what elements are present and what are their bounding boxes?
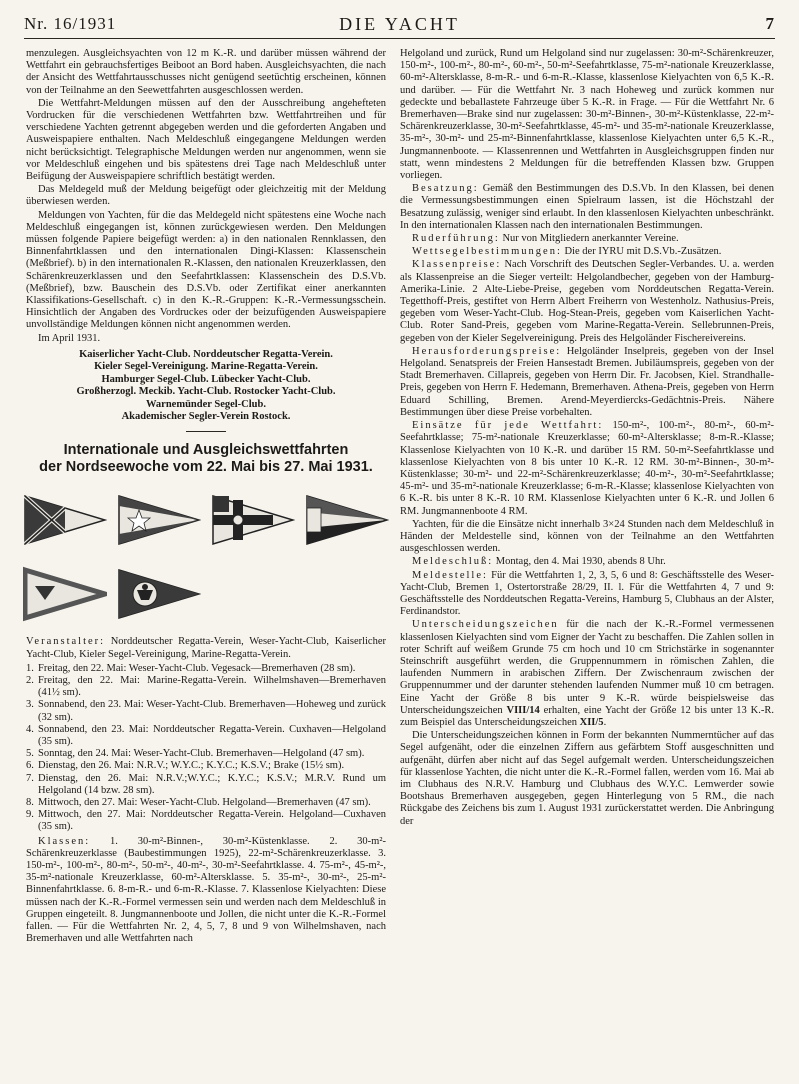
club-line: Hamburger Segel-Club. Lübecker Yacht-Club. [101,373,311,385]
sail-mark-example: XII/5 [579,716,604,728]
paragraph: Die Wettfahrt-Meldungen müssen auf den der Ausschreibung angehefteten Vordrucken für die verschiedenen Wettfahrten bzw. Wettfahrtreihen und für verschiedene Yachten getrennt abgegeben werden und die geforderten Angaben und Ausweispapiere enthalten. Nach Meldeschluß eingegangene Meldungen werden nicht berücksichtigt. Telegraphische Meldungen werden nur angenommen, wenn sie vor Meldeschluß eingehen und bis spätestens drei Tage nach Meldeschluß unter Beifügung der Ausweispapiere schriftlich bestätigt werden. [26,97,386,183]
item-number: 2. [26,674,34,686]
left-column [26,48,386,946]
paragraph: Das Meldegeld muß der Meldung beigefügt oder gleichzeitig mit der Meldung überwiesen werden. [26,184,386,208]
paragraph [400,246,774,258]
item-text: Sonntag, den 24. Mai: Weser-Yacht-Club. Bremerhaven—Helgoland (47 sm). [38,748,365,760]
page-number: 7 [765,14,775,33]
list-item [26,797,386,809]
inline-label: Unterscheidungszeichen [412,619,559,631]
magazine-title: DIE YACHT [339,14,460,34]
date-line: Im April 1931. [38,332,101,344]
paragraph [400,570,774,619]
item-text: Dienstag, den 26. Mai: N.R.V.;W.Y.C.; K.Y.C.; K.S.V.; M.R.V. Rund um Helgoland (14 bzw. 28 sm). [38,772,386,796]
right-column [400,48,774,829]
inline-text: Helgoländer Inselpreis, gegeben von der Insel Helgoland. Senatspreis der Freien Hansestadt Bremen. Jubiläumspreis, gegeben von der Stadt Bremerhaven. Cillapreis, gegeben von Herrn Dir. Fr. Jacobsen, Kiel. Strandhalle-Preis, gegeben von Herrn F. Hedemann, Bremerhaven. Athena-Preis, gegeben von Herrn Eduard Schilling, Bremen. Arend-Meyerdiercks-Gedächtnis-Preis. Nähere Bestimmungen über diese Preise vorbehalten. [400,345,774,418]
title-line: Internationale und Ausgleichswettfahrten [63,442,349,459]
club-signatures [26,349,386,423]
club-line: Kieler Segel-Vereinigung. Marine-Regatta-Verein. [94,361,318,373]
paragraph: Meldungen von Yachten, für die das Meldegeld nicht spätestens eine Woche nach Meldeschluß eingegangen ist, können zurückgewiesen werden. Den Meldungen müssen folgende Papiere beigefügt werden: a) in den nationalen Rennklassen, den Binnenfahrtklassen und den internationalen Dingi-Klassen: Klassenschein (Meßbrief). b) in den internationalen R.-Klassen, den nationalen Kreuzerklassen, den Schärenkreuzerklassen und den Seefahrtklassen: Klassenschein des D.S.Vb. (Meßbrief), bzw. Bauschein des D.S.Vb. oder Zertifikat einer anerkannten Klassifikations-Gesellschaft. c) in den K.-R.-Gruppen: K.-R.-Vermessungsschein. Hinsichtlich der Angaben des Vordruckes oder der beizufügenden Ausweispapiere unvollständige Meldungen können nicht angenommen werden. [26,209,386,331]
paragraph [400,619,774,729]
inline-text: Für die Wettfahrten 1, 2, 3, 5, 6 und 8: Geschäftsstelle des Weser-Yacht-Club, Bremen 1, Ostertorstraße 28/29, II. l. Für die Wettfahrten 4, 7 und 9: Geschäftsstelle des Norddeutschen Regatta-Vereins, Hamburg 5, Clubhaus an der Alster, Ferdinandstor. [400,569,774,618]
list-item [26,748,386,760]
paragraph: Helgoland und zurück, Rund um Helgoland sind nur zugelassen: 30-m²-Schärenkreuzer, 150-m²-, 100-m²-, 80-m²-, 60-m²-, 50-m²-Seefahrtklasse, 75-m²-nationale Kreuzerklasse, 60-m²-Altersklasse, 8-m-R.- und 6-m-R.-Klasse, klassenlose Kielyachten von 6,5 K.-R. und darüber. — Für die Wettfahrt Nr. 3 nach Hoheweg und zurück kommen nur gedeckte und beballastete Fahrzeuge über 5 K.-R. in Frage. — Für die Wettfahrt Nr. 6 Bremerhaven—Brake sind nur zugelassen: 30-m²-Binnen-, 30-m²-Küstenklasse, 22-m²-Schärenkreuzerklasse, 30-m²-Seefahrtklasse, 45-m²- und 35-m²-nationale Kreuzerklasse, 35-m²-, 30-m²- und 25-m²-Binnenfahrtklasse, klassenlose Kielyachten unter 6,5 K.-R., Jungmannenboote. — Klassenrennen und Wettfahrten in Ausgleichsgruppen finden nur statt, wenn mindestens 2 Meldungen für die betreffenden Klassen bzw. Gruppen vorliegen. [400,48,774,182]
inline-label: Meldestelle: [412,569,488,581]
item-number: 3. [26,699,34,711]
list-item [26,809,386,833]
paragraph [400,346,774,419]
club-line: Großherzogl. Meckib. Yacht-Club. Rostocker Yacht-Club. [76,386,336,398]
item-number: 8. [26,796,34,808]
inline-text: . [603,716,607,728]
item-text: Mittwoch, den 27. Mai: Weser-Yacht-Club. Helgoland—Bremerhaven (47 sm). [38,796,371,808]
item-number: 7. [26,772,34,784]
item-text: Sonnabend, den 23. Mai: Weser-Yacht-Club. Bremerhaven—Hoheweg und zurück (32 sm). [38,699,386,723]
burgee-flag-3 [211,492,295,548]
item-number: 4. [26,723,34,735]
list-item [26,724,386,748]
paragraph: Die Unterscheidungszeichen können in Form der bekannten Nummerntücher auf das Segel aufgenäht, oder die einzelnen Ziffern aus gefärbtem Stoff ausgeschnitten und aufgenäht, dürfen aber nicht auf das Segel aufgemalt werden. Unterscheidungszeichen für klassenlose Yachten, die nicht unter die K.-R.-Formel fallen, werden vom 16. Mai ab im Clubhaus des N.R.V. Hamburg und Clubhaus des W.Y.C. Lemwerder sowie Bootshaus Bremerhaven ausgegeben, gegen Hinterlegung von 5 RM., die nach Rückgabe des Zeichens bis zum 1. August 1931 zurückerstattet werden. Die Anbringung der [400,730,774,827]
inline-label: Einsätze für jede Wettfahrt: [412,420,604,432]
burgee-flag-1 [23,492,107,548]
list-item [26,675,386,699]
list-item [26,760,386,772]
item-text: Freitag, den 22. Mai: Weser-Yacht-Club. Vegesack—Bremerhaven (28 sm). [38,662,356,674]
club-line: Warnemünder Segel-Club. [146,398,266,410]
burgee-flag-4 [305,492,389,548]
inline-text: Nach Vorschrift des Deutschen Segler-Verbandes. U. a. werden als Klassenpreise an die Sieger verteilt: Helgolandbecher, gegeben von der Hamburg-Amerika-Linie. 2 Alte-Liebe-Preise, gegeben vom Norddeutschen Regatta-Verein. Tegetthoff-Preis, gestiftet von Herrn Albert Freiherrn von Westenholz. Nathusius-Preis, gegeben vom Weser-Yacht-Club. Hog-Stean-Preis, gegeben vom Kaiserlichen Yacht-Club. Roter Sand-Preis, gegeben vom Marine-Regatta-Verein. Sellebrunnen-Preis, gegeben von der Kieler Segelvereinigung. Preis des Helgoländer Fischereivereins. [400,259,774,344]
inline-label: Klassen: [38,835,91,847]
paragraph: Yachten, für die die Einsätze nicht innerhalb 3×24 Stunden nach dem Meldeschluß in Händen der Meldestelle sind, können von der Teilnahme an den Wettfahrten ausgeschlossen werden. [400,518,774,555]
divider [186,431,226,432]
inline-text: erhalten, eine Yacht der Größe 12 bis unter 13 K.-R. zum Beispiel das Unterscheidungszeichen [400,704,774,728]
club-line: Akademischer Segler-Verein Rostock. [121,410,291,422]
list-item [26,663,386,675]
inline-label: Herausforderungspreise: [412,345,562,357]
race-schedule [26,663,386,834]
burgee-flag-5 [23,566,107,622]
inline-text: Gemäß den Bestimmungen des D.S.Vb. In den Klassen, bei denen die Vermessungsbestimmungen einen Spielraum lassen, ist die Höchstzahl der Besatzung zulässig, weniger sind erlaubt. In den klassenlosen Kielyachten unbeschränkt. In den internationalen Klassen nach den internationalen Bestimmungen. [400,183,774,231]
sail-mark-example: VIII/14 [506,704,540,716]
paragraph [400,556,774,568]
item-text: Freitag, den 22. Mai: Marine-Regatta-Verein. Wilhelmshaven—Bremerhaven (41½ sm). [38,674,386,699]
inline-text: Die der IYRU mit D.S.Vb.-Zusätzen. [561,246,722,258]
paragraph [400,259,774,344]
inline-text: für die nach der K.-R.-Formel vermessenen klassenlosen Kielyachten sind vom Eigner der Yacht zu beschaffen. Die Zahlen sollen in roter Schrift auf weißem Grunde 75 cm hoch und 10 cm Strichstärke in sogenannter Steinschrift ausgeführt werden, die Gruppennummern in römischen Zahlen, die laufenden Nummern in arabischen Ziffern. Der Zwischenraum zwischen der Gruppennummer und der darunter stehenden laufenden Nummer muß 10 cm betragen. Eine Yacht der Größe 8 bis unter 9 K.-R. würde beispielsweise das Unterscheidungszeichen [400,619,774,716]
item-number: 5. [26,748,34,760]
inline-text: Norddeutscher Regatta-Verein, Weser-Yacht-Club, Kaiserlicher Yacht-Club, Kieler Segel-Vereinigung, Marine-Regatta-Verein. [26,636,386,660]
item-text: Sonnabend, den 23. Mai: Norddeutscher Regatta-Verein. Cuxhaven—Helgoland (35 sm). [38,723,386,747]
inline-text: Nur von Mitgliedern anerkannter Vereine. [499,233,679,245]
paragraph [400,233,774,245]
item-text: Dienstag, den 26. Mai: N.R.V.; W.Y.C.; K.Y.C.; K.S.V.; Brake (15½ sm). [38,760,345,772]
item-number: 1. [26,662,34,674]
inline-label: Meldeschluß: [412,556,494,568]
item-text: Mittwoch, den 27. Mai: Norddeutscher Regatta-Verein. Helgoland—Cuxhaven (35 sm). [38,809,386,833]
inline-label: Klassenpreise: [412,259,502,271]
paragraph [26,836,386,946]
issue-number: Nr. 16/1931 [24,14,117,33]
item-number: 6. [26,760,34,772]
inline-text: Montag, den 4. Mai 1930, abends 8 Uhr. [493,556,666,568]
paragraph: menzulegen. Ausgleichsyachten von 12 m K.-R. und darüber müssen während der Wettfahrt ein gebrauchsfertiges Beiboot an Bord haben. Ausgleichsyachten, die nach der Ansicht des Wettfahrtausschusses nicht genügend seetüchtig erscheinen, können von der Teilnahme an den Seewettfahrten ausgeschlossen werden. [26,48,386,96]
section-title [26,442,386,476]
inline-label: Wettsegelbestimmungen: [412,246,562,258]
burgee-flag-6 [117,566,201,622]
page-header [24,12,775,39]
paragraph [400,183,774,232]
inline-label: Besatzung: [412,183,479,195]
inline-label: Ruderführung: [412,233,500,245]
title-line: der Nordseewoche vom 22. Mai bis 27. Mai 1931. [39,459,373,476]
item-number: 9. [26,809,34,821]
paragraph [400,420,774,518]
inline-text: 1. 30-m²-Binnen-, 30-m²-Küstenklasse. 2. 30-m²-Schärenkreuzerklasse (Baubestimmungen 1925), 22-m²-Schärenkreuzerklasse. 3. 150-m²-, 100-m²-, 80-m²-, 50-m²-, 40-m²-, 30-m²-Seefahrtklasse. 4. 75-m²-, 45-m²-, 35-m²-nationale Kreuzerklasse, 60-m²-Altersklasse. 5. 35-m²-, 30-m²-, 25-m²-Binnenfahrtklasse. 6. 8-m-R.- und 6-m-R.-Klasse. 7. Klassenlose Kielyachten: Diese müssen nach der K.-R.-Formel vermessen sein und werden nach dem Meldeschluß in Gruppen eingeteilt. 8. Jungmannenboote und Jollen, die nicht unter die K.-R.-Formel fallen. — Für die Wettfahrten Nr. 2, 4, 5, 7, 8 und 9 von Wilhelmshaven, nach Bremerhaven und alle Wettfahrten nach [26,835,386,945]
club-line: Kaiserlicher Yacht-Club. Norddeutscher Regatta-Verein. [79,348,333,360]
list-item [26,699,386,723]
burgee-flag-2 [117,492,201,548]
club-burgees [26,492,386,622]
inline-label: Veranstalter: [26,636,106,648]
inline-text: 150-m²-, 100-m²-, 80-m²-, 60-m²-Seefahrtklasse; 75-m²-nationale Kreuzerklasse; 60-m²-Altersklasse; 8-m-R.-Klasse; Klassenlose Kielyachten von 10 K.-R. und darüber 15 RM. 50-m²-Seefahrtklasse und klassenlose Kielyachten von 8 bis unter 10 K.-R. 12 RM. 30-m²-Binnen-, 30-m²-Küstenklasse; 30-m²- und 22-m²-Schärenkreuzerklasse; 40-m²-, 30-m²-Seefahrtklasse; 45-m²- und 35-m²-nationale Kreuzerklasse; 6-m-R.-Klasse; klassenlose Kielyachten von 6 K.-R. bis unter 8 K.-R. 10 RM. Klassenlose Kielyachten unter 6 K.-R. und Jollen 6 RM. Jungmannenboote 4 RM. [400,420,774,517]
list-item [26,773,386,797]
paragraph [26,636,386,660]
